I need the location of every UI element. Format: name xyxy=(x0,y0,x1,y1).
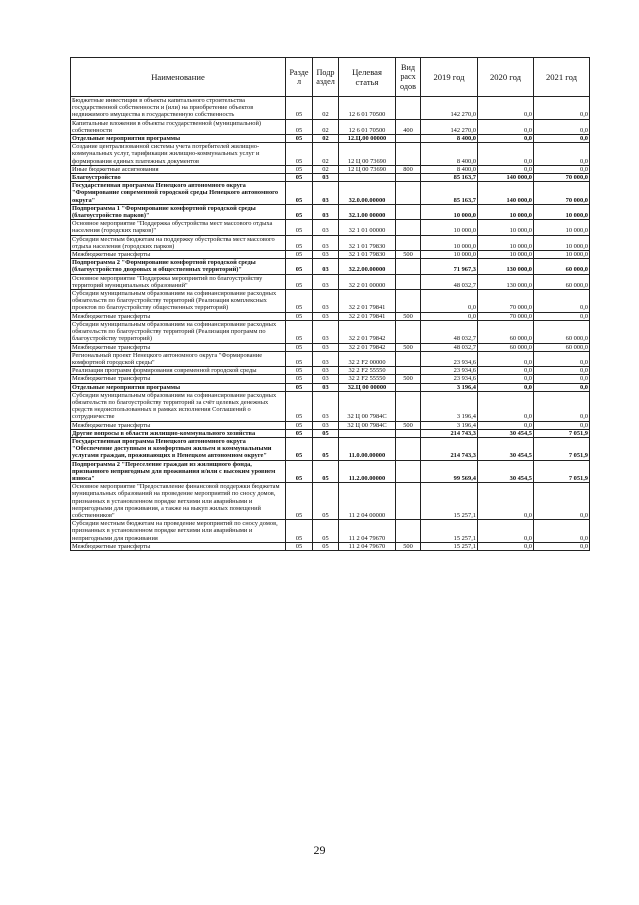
row-subsection: 03 xyxy=(313,220,339,235)
table-row xyxy=(71,312,590,320)
row-target: 11.2.00.00000 xyxy=(339,460,396,483)
row-subsection: 03 xyxy=(313,320,339,343)
row-target: 12.Ц.00 00000 xyxy=(339,135,396,143)
row-expense-type xyxy=(396,204,421,219)
row-value-2021: 7 051,9 xyxy=(534,429,590,437)
row-name: Межбюджетные трансферты xyxy=(71,251,286,259)
row-value-2019: 0,0 xyxy=(421,290,478,313)
row-value-2021: 0,0 xyxy=(534,421,590,429)
table-row xyxy=(71,119,590,134)
row-value-2019: 10 000,0 xyxy=(421,220,478,235)
table-row xyxy=(71,483,590,520)
row-value-2019: 214 743,3 xyxy=(421,429,478,437)
row-section: 05 xyxy=(286,135,313,143)
row-section: 05 xyxy=(286,429,313,437)
row-value-2019: 48 032,7 xyxy=(421,343,478,351)
row-section: 05 xyxy=(286,437,313,460)
row-value-2020: 70 000,0 xyxy=(478,290,534,313)
table-row xyxy=(71,320,590,343)
row-expense-type xyxy=(396,259,421,274)
row-subsection: 03 xyxy=(313,351,339,366)
row-value-2020: 30 454,5 xyxy=(478,460,534,483)
row-value-2020: 0,0 xyxy=(478,483,534,520)
row-target: 32 2 01 00000 xyxy=(339,274,396,289)
row-expense-type xyxy=(396,391,421,421)
row-value-2019: 0,0 xyxy=(421,312,478,320)
row-value-2019: 3 196,4 xyxy=(421,421,478,429)
row-subsection: 05 xyxy=(313,429,339,437)
row-expense-type xyxy=(396,437,421,460)
row-value-2020: 140 000,0 xyxy=(478,174,534,182)
row-subsection: 03 xyxy=(313,312,339,320)
row-value-2021: 0,0 xyxy=(534,383,590,391)
row-expense-type: 500 xyxy=(396,421,421,429)
row-expense-type xyxy=(396,97,421,120)
row-target: 32.2.00.00000 xyxy=(339,259,396,274)
row-subsection: 03 xyxy=(313,274,339,289)
table-row xyxy=(71,460,590,483)
row-name: Субсидии местным бюджетам на проведение мероприятий по сносу домов, признанных в установленном порядке ветхими или аварийными и непригодными для проживания xyxy=(71,520,286,543)
row-name: Межбюджетные трансферты xyxy=(71,542,286,550)
row-value-2019: 23 934,6 xyxy=(421,375,478,383)
row-target xyxy=(339,174,396,182)
row-value-2019: 71 967,3 xyxy=(421,259,478,274)
row-subsection: 03 xyxy=(313,204,339,219)
row-name: Иные бюджетные ассигнования xyxy=(71,165,286,173)
row-target xyxy=(339,429,396,437)
row-expense-type xyxy=(396,483,421,520)
header-expense-type: Вид расх одов xyxy=(396,58,421,97)
header-2020: 2020 год xyxy=(478,58,534,97)
row-value-2019: 85 163,7 xyxy=(421,182,478,205)
row-target: 32 1 01 79830 xyxy=(339,235,396,250)
row-expense-type: 800 xyxy=(396,165,421,173)
row-name: Основное мероприятие "Предоставление финансовой поддержки бюджетам муниципальных образований на проведение мероприятий по сносу домов, признанных в установленном порядке ветхими или аварийными и непригодными для проживания, а также на выкуп жилых помещений собственников" xyxy=(71,483,286,520)
row-value-2021: 60 000,0 xyxy=(534,343,590,351)
row-section: 05 xyxy=(286,375,313,383)
table-row xyxy=(71,290,590,313)
row-target: 32 2 F2 55550 xyxy=(339,375,396,383)
row-value-2020: 60 000,0 xyxy=(478,320,534,343)
row-expense-type xyxy=(396,520,421,543)
header-2021: 2021 год xyxy=(534,58,590,97)
row-expense-type xyxy=(396,383,421,391)
row-name: Межбюджетные трансферты xyxy=(71,375,286,383)
row-target: 11 2 04 00000 xyxy=(339,483,396,520)
table-row xyxy=(71,421,590,429)
row-expense-type: 500 xyxy=(396,542,421,550)
row-value-2020: 0,0 xyxy=(478,542,534,550)
row-name: Подпрограмма 2 "Формирование комфортной городской среды (благоустройство дворовых и общественных территорий)" xyxy=(71,259,286,274)
row-value-2021: 0,0 xyxy=(534,312,590,320)
row-section: 05 xyxy=(286,421,313,429)
row-target: 32 1 01 00000 xyxy=(339,220,396,235)
row-section: 05 xyxy=(286,97,313,120)
row-section: 05 xyxy=(286,251,313,259)
row-expense-type: 500 xyxy=(396,251,421,259)
row-target: 32 2 01 79842 xyxy=(339,320,396,343)
table-row xyxy=(71,391,590,421)
row-target: 32 Ц 00 7984С xyxy=(339,421,396,429)
table-body xyxy=(71,97,590,551)
row-section: 05 xyxy=(286,343,313,351)
row-expense-type xyxy=(396,460,421,483)
row-section: 05 xyxy=(286,383,313,391)
row-section: 05 xyxy=(286,312,313,320)
table-row xyxy=(71,220,590,235)
row-subsection: 03 xyxy=(313,174,339,182)
header-section: Разде л xyxy=(286,58,313,97)
row-value-2021: 70 000,0 xyxy=(534,182,590,205)
row-name: Региональный проект Ненецкого автономного округа "Формирование комфортной городской среды" xyxy=(71,351,286,366)
row-section: 05 xyxy=(286,367,313,375)
row-name: Отдельные мероприятия программы xyxy=(71,383,286,391)
row-section: 05 xyxy=(286,165,313,173)
row-target: 32 2 01 79842 xyxy=(339,343,396,351)
row-value-2020: 0,0 xyxy=(478,135,534,143)
row-value-2021: 7 051,9 xyxy=(534,437,590,460)
row-expense-type: 500 xyxy=(396,375,421,383)
row-name: Субсидии муниципальным образованиям на софинансирование расходных обязательств по благоустройству территорий (Реализация комплексных проектов по благоустройству общественных территорий) xyxy=(71,290,286,313)
row-section: 05 xyxy=(286,182,313,205)
row-section: 05 xyxy=(286,174,313,182)
row-value-2020: 0,0 xyxy=(478,143,534,166)
header-2019: 2019 год xyxy=(421,58,478,97)
row-value-2020: 0,0 xyxy=(478,383,534,391)
row-value-2021: 0,0 xyxy=(534,375,590,383)
row-value-2020: 10 000,0 xyxy=(478,204,534,219)
row-subsection: 03 xyxy=(313,343,339,351)
table-row xyxy=(71,429,590,437)
row-value-2019: 10 000,0 xyxy=(421,251,478,259)
row-value-2021: 0,0 xyxy=(534,351,590,366)
row-value-2020: 0,0 xyxy=(478,97,534,120)
row-section: 05 xyxy=(286,320,313,343)
row-value-2021: 0,0 xyxy=(534,391,590,421)
row-expense-type xyxy=(396,367,421,375)
row-value-2021: 60 000,0 xyxy=(534,259,590,274)
row-section: 05 xyxy=(286,204,313,219)
row-name: Создание централизованной системы учета потребителей жилищно-коммунальных услуг, тарификации жилищно-коммунальных услуг и формирования единых платежных документов xyxy=(71,143,286,166)
table-row xyxy=(71,375,590,383)
row-name: Капитальные вложения в объекты государственной (муниципальной) собственности xyxy=(71,119,286,134)
row-name: Подпрограмма 2 "Переселение граждан из жилищного фонда, признанного непригодным для проживания и/или с высоким уровнем износа" xyxy=(71,460,286,483)
row-section: 05 xyxy=(286,259,313,274)
table-row xyxy=(71,351,590,366)
row-subsection: 03 xyxy=(313,367,339,375)
row-value-2019: 142 270,0 xyxy=(421,97,478,120)
row-value-2019: 15 257,1 xyxy=(421,483,478,520)
row-expense-type xyxy=(396,351,421,366)
row-value-2021: 0,0 xyxy=(534,483,590,520)
row-value-2021: 7 051,9 xyxy=(534,460,590,483)
row-value-2019: 15 257,1 xyxy=(421,542,478,550)
row-value-2021: 0,0 xyxy=(534,135,590,143)
row-subsection: 03 xyxy=(313,235,339,250)
row-expense-type xyxy=(396,320,421,343)
row-value-2019: 99 569,4 xyxy=(421,460,478,483)
row-value-2020: 0,0 xyxy=(478,351,534,366)
table-row xyxy=(71,343,590,351)
row-value-2019: 142 270,0 xyxy=(421,119,478,134)
row-name: Благоустройство xyxy=(71,174,286,182)
row-value-2021: 10 000,0 xyxy=(534,251,590,259)
row-subsection: 03 xyxy=(313,251,339,259)
row-value-2021: 0,0 xyxy=(534,520,590,543)
row-value-2020: 0,0 xyxy=(478,165,534,173)
row-subsection: 05 xyxy=(313,542,339,550)
row-value-2019: 214 743,3 xyxy=(421,437,478,460)
row-name: Межбюджетные трансферты xyxy=(71,343,286,351)
row-section: 05 xyxy=(286,220,313,235)
row-target: 12 6 01 70500 xyxy=(339,97,396,120)
row-target: 32 2 F2 00000 xyxy=(339,351,396,366)
row-value-2019: 23 934,6 xyxy=(421,367,478,375)
row-value-2020: 0,0 xyxy=(478,375,534,383)
row-value-2020: 0,0 xyxy=(478,391,534,421)
row-subsection: 05 xyxy=(313,483,339,520)
row-subsection: 02 xyxy=(313,135,339,143)
table-row xyxy=(71,143,590,166)
row-value-2020: 10 000,0 xyxy=(478,220,534,235)
row-expense-type: 500 xyxy=(396,312,421,320)
row-expense-type: 500 xyxy=(396,343,421,351)
row-target: 12 Ц 00 73690 xyxy=(339,143,396,166)
table-row xyxy=(71,542,590,550)
row-value-2019: 8 400,0 xyxy=(421,135,478,143)
row-value-2021: 0,0 xyxy=(534,97,590,120)
row-name: Основное мероприятие "Поддержка мероприятий по благоустройству территорий муниципальных образований" xyxy=(71,274,286,289)
row-name: Межбюджетные трансферты xyxy=(71,312,286,320)
row-value-2019: 3 196,4 xyxy=(421,391,478,421)
row-section: 05 xyxy=(286,274,313,289)
row-section: 05 xyxy=(286,391,313,421)
row-name: Другие вопросы в области жилищно-коммунального хозяйства xyxy=(71,429,286,437)
row-section: 05 xyxy=(286,351,313,366)
row-value-2020: 30 454,5 xyxy=(478,429,534,437)
table-row xyxy=(71,165,590,173)
row-value-2019: 8 400,0 xyxy=(421,165,478,173)
row-expense-type xyxy=(396,220,421,235)
row-value-2021: 0,0 xyxy=(534,542,590,550)
row-name: Субсидии местным бюджетам на поддержку обустройства мест массового отдыха населения (городских парков) xyxy=(71,235,286,250)
row-name: Отдельные мероприятия программы xyxy=(71,135,286,143)
table-row xyxy=(71,204,590,219)
row-value-2020: 140 000,0 xyxy=(478,182,534,205)
row-subsection: 03 xyxy=(313,391,339,421)
row-value-2019: 10 000,0 xyxy=(421,235,478,250)
header-target: Целевая статья xyxy=(339,58,396,97)
row-value-2020: 10 000,0 xyxy=(478,235,534,250)
row-name: Субсидии муниципальным образованиям на софинансирование расходных обязательств по благоустройству территорий (Реализация программ по благоустройству территорий) xyxy=(71,320,286,343)
row-value-2019: 15 257,1 xyxy=(421,520,478,543)
row-value-2021: 10 000,0 xyxy=(534,204,590,219)
row-subsection: 03 xyxy=(313,383,339,391)
row-value-2020: 70 000,0 xyxy=(478,312,534,320)
row-section: 05 xyxy=(286,460,313,483)
table-row xyxy=(71,437,590,460)
row-subsection: 02 xyxy=(313,97,339,120)
table-row xyxy=(71,251,590,259)
row-subsection: 02 xyxy=(313,143,339,166)
row-section: 05 xyxy=(286,483,313,520)
table-row xyxy=(71,235,590,250)
row-expense-type xyxy=(396,174,421,182)
row-value-2020: 0,0 xyxy=(478,367,534,375)
row-value-2019: 23 934,6 xyxy=(421,351,478,366)
row-section: 05 xyxy=(286,542,313,550)
row-expense-type xyxy=(396,274,421,289)
row-value-2021: 0,0 xyxy=(534,143,590,166)
row-target: 32 2 01 79841 xyxy=(339,312,396,320)
table-row xyxy=(71,367,590,375)
row-name: Основное мероприятие "Поддержка обустройства мест массового отдыха населения (городских парков)" xyxy=(71,220,286,235)
row-name: Подпрограмма 1 "Формирование комфортной городской среды (благоустройство парков)" xyxy=(71,204,286,219)
row-name: Государственная программа Ненецкого автономного округа "Обеспечение доступным и комфортным жильем и коммунальными услугами граждан, проживающих в Ненецком автономном округе" xyxy=(71,437,286,460)
row-value-2019: 10 000,0 xyxy=(421,204,478,219)
row-expense-type xyxy=(396,235,421,250)
table-row xyxy=(71,383,590,391)
row-value-2021: 70 000,0 xyxy=(534,174,590,182)
row-section: 05 xyxy=(286,119,313,134)
row-subsection: 05 xyxy=(313,460,339,483)
table-row xyxy=(71,274,590,289)
row-value-2019: 85 163,7 xyxy=(421,174,478,182)
row-subsection: 03 xyxy=(313,182,339,205)
row-value-2020: 130 000,0 xyxy=(478,274,534,289)
row-target: 32.0.00.00000 xyxy=(339,182,396,205)
header-subsection: Подр аздел xyxy=(313,58,339,97)
row-target: 32 1 01 79830 xyxy=(339,251,396,259)
row-subsection: 03 xyxy=(313,259,339,274)
row-value-2019: 48 032,7 xyxy=(421,320,478,343)
row-value-2021: 60 000,0 xyxy=(534,320,590,343)
row-section: 05 xyxy=(286,290,313,313)
table-header-row xyxy=(71,58,590,97)
row-value-2020: 130 000,0 xyxy=(478,259,534,274)
row-subsection: 02 xyxy=(313,119,339,134)
row-value-2020: 0,0 xyxy=(478,520,534,543)
page-number: 29 xyxy=(313,843,326,857)
row-value-2020: 10 000,0 xyxy=(478,251,534,259)
row-target: 32 Ц 00 7984С xyxy=(339,391,396,421)
row-value-2019: 3 196,4 xyxy=(421,383,478,391)
row-value-2021: 10 000,0 xyxy=(534,220,590,235)
table-row xyxy=(71,97,590,120)
row-value-2019: 8 400,0 xyxy=(421,143,478,166)
row-section: 05 xyxy=(286,520,313,543)
row-name: Бюджетные инвестиции в объекты капитального строительства государственной собственности и (или) на приобретение объектов недвижимого имущества в государственную собственность xyxy=(71,97,286,120)
row-subsection: 03 xyxy=(313,421,339,429)
row-value-2020: 0,0 xyxy=(478,119,534,134)
table-row xyxy=(71,259,590,274)
row-name: Субсидии муниципальным образованиям на софинансирование расходных обязательств по благоустройству территорий за счёт целевых денежных средств недоиспользованных в рамках исполнения Соглашений о сотрудничестве xyxy=(71,391,286,421)
row-target: 11 2 04 79670 xyxy=(339,542,396,550)
row-value-2021: 0,0 xyxy=(534,367,590,375)
row-section: 05 xyxy=(286,143,313,166)
row-expense-type xyxy=(396,135,421,143)
row-expense-type: 400 xyxy=(396,119,421,134)
row-value-2021: 0,0 xyxy=(534,290,590,313)
table-row xyxy=(71,182,590,205)
header-name: Наименование xyxy=(71,58,286,97)
row-target: 12 6 01 70500 xyxy=(339,119,396,134)
row-expense-type xyxy=(396,143,421,166)
row-subsection: 03 xyxy=(313,290,339,313)
row-target: 32.Ц 00 00000 xyxy=(339,383,396,391)
row-target: 32.1.00 00000 xyxy=(339,204,396,219)
row-name: Межбюджетные трансферты xyxy=(71,421,286,429)
row-value-2020: 0,0 xyxy=(478,421,534,429)
row-target: 32 2 F2 55550 xyxy=(339,367,396,375)
budget-table xyxy=(70,57,590,551)
row-expense-type xyxy=(396,429,421,437)
row-subsection: 03 xyxy=(313,375,339,383)
row-value-2021: 0,0 xyxy=(534,119,590,134)
row-target: 11 2 04 79670 xyxy=(339,520,396,543)
row-name: Государственная программа Ненецкого автономного округа "Формирование современной городской среды Ненецкого автономного округа" xyxy=(71,182,286,205)
row-expense-type xyxy=(396,290,421,313)
row-name: Реализация программ формирования современной городской среды xyxy=(71,367,286,375)
table-row xyxy=(71,174,590,182)
row-value-2021: 10 000,0 xyxy=(534,235,590,250)
row-value-2021: 0,0 xyxy=(534,165,590,173)
row-target: 32 2 01 79841 xyxy=(339,290,396,313)
row-target: 11.0.00.00000 xyxy=(339,437,396,460)
table-row xyxy=(71,520,590,543)
row-expense-type xyxy=(396,182,421,205)
row-value-2019: 48 032,7 xyxy=(421,274,478,289)
table-row xyxy=(71,135,590,143)
row-subsection: 02 xyxy=(313,165,339,173)
row-section: 05 xyxy=(286,235,313,250)
row-value-2021: 60 000,0 xyxy=(534,274,590,289)
row-subsection: 05 xyxy=(313,437,339,460)
row-value-2020: 60 000,0 xyxy=(478,343,534,351)
row-value-2020: 30 454,5 xyxy=(478,437,534,460)
row-target: 12 Ц 00 73690 xyxy=(339,165,396,173)
row-subsection: 05 xyxy=(313,520,339,543)
